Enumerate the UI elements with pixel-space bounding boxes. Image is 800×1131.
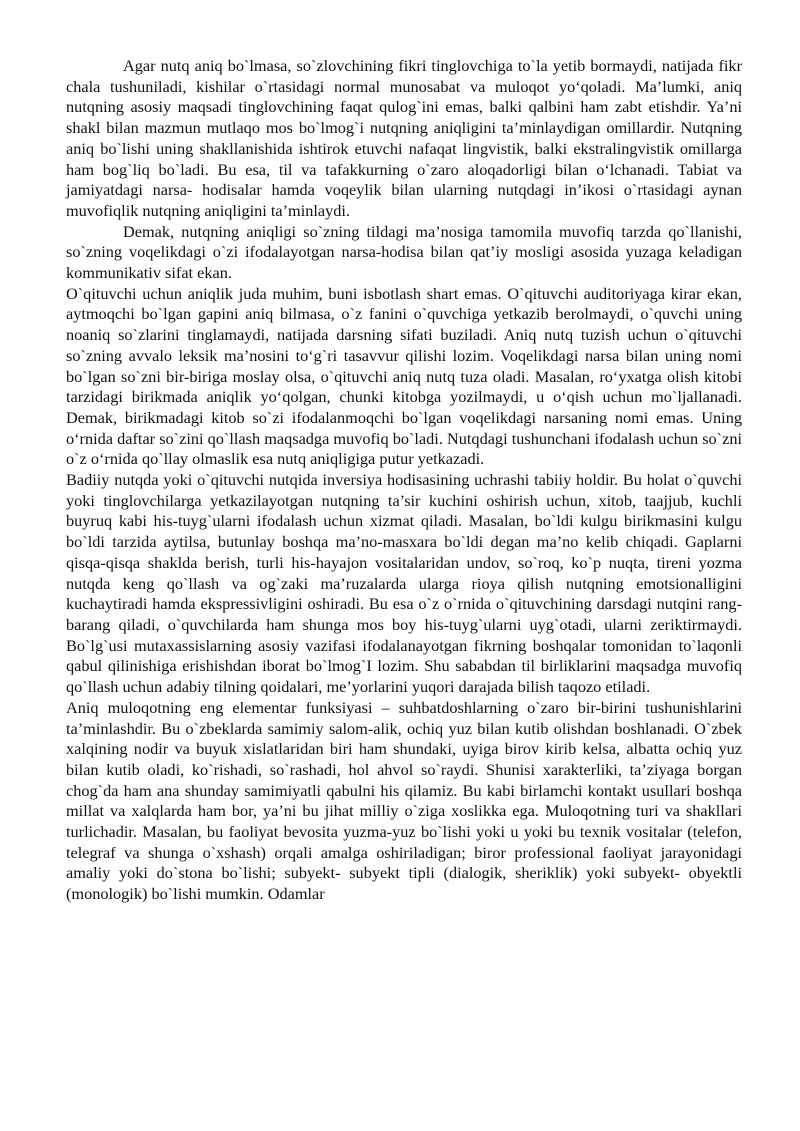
paragraph: O`qituvchi uchun aniqlik juda muhim, buni isbotlash shart emas. O`qituvchi auditoriyaga kirar ekan, aytmoqchi bo`lgan gapini aniq bilmasa, o`z fanini o`quvchiga yetkazib berolmaydi, o`quvchi uning noaniq so`zlarini tinglamaydi, natijada darsning sifati buziladi. Aniq nutq tuzish uchun o`qituvchi so`zning avvalo leksik ma’nosini to‘g`ri tasavvur qilishi lozim. Voqelikdagi narsa bilan uning nomi bo`lgan so`zni bir-biriga moslay olsa, o`qituvchi aniq nutq tuza oladi. Masalan, ro‘yxatga olish kitobi tarzidagi birikmada aniqlik yo‘qolgan, chunki kitobga yozilmaydi, u o‘qish uchun mo`ljallanadi. Demak, birikmadagi kitob so`zi ifodalanmoqchi bo`lgan voqelikdagi narsaning nomi emas. Uning o‘rnida daftar so`zini qo`llash maqsadga muvofiq bo`ladi. Nutqdagi tushunchani ifodalash uchun so`zni o`z o‘rnida qo`llay olmaslik esa nutq aniqligiga putur yetkazadi. bbox=[66, 283, 742, 469]
paragraph: Badiiy nutqda yoki o`qituvchi nutqida inversiya hodisasining uchrashi tabiiy holdir. Bu holat o`quvchi yoki tinglovchilarga yetkazilayotgan nutqning ta’sir kuchini oshirish uchun, xitob, taajjub, kuchli buyruq kabi his-tuyg`ularni ifodalash uchun xizmat qiladi. Masalan, bo`ldi kulgu birikmasini kulgu bo`ldi tarzida aytilsa, butunlay boshqa ma’no-masxara bo`ldi degan ma’no kelib chiqadi. Gaplarni qisqa-qisqa shaklda berish, turli his-hayajon vositalaridan undov, so`roq, ko`p nuqta, tireni yozma nutqda keng qo`llash va og`zaki ma’ruzalarda ularga rioya qilish nutqning emotsionalligini kuchaytiradi hamda ekspressivligini oshiradi. Bu esa o`z o`rnida o`qituvchining darsdagi nutqini rang-barang qiladi, o`quvchilarda ham shunga mos boy his-tuyg`ularni uyg`otadi, ularni zeriktirmaydi. Bo`lg`usi mutaxassislarning asosiy vazifasi ifodalanayotgan fikrning boshqalar tomonidan to`laqonli qabul qilinishiga erishishdan iborat bo`lmog`I lozim. Shu sababdan til birliklarini maqsadga muvofiq qo`llash uchun adabiy tilning qoidalari, me’yorlarini yuqori darajada bilish taqozo etiladi. bbox=[66, 470, 742, 697]
paragraph: Demak, nutqning aniqligi so`zning tildagi ma’nosiga tamomila muvofiq tarzda qo`llanishi, so`zning voqelikdagi o`zi ifodalayotgan narsa-hodisa bilan qat’iy mosligi asosida yuzaga keladigan kommunikativ sifat ekan. bbox=[66, 221, 742, 283]
paragraph: Aniq muloqotning eng elementar funksiyasi – suhbatdoshlarning o`zaro bir-birini tushunishlarini ta’minlashdir. Bu o`zbeklarda samimiy salom-alik, ochiq yuz bilan kutib olishdan boshlanadi. O`zbek xalqining nodir va buyuk xislatlaridan biri ham shundaki, uyiga birov kirib kelsa, albatta ochiq yuz bilan kutib oladi, ko`rishadi, so`rashadi, hol ahvol so`raydi. Shunisi xarakterliki, ta’ziyaga borgan chog`da ham ana shunday samimiyatli qabulni his qilamiz. Bu kabi birlamchi kontakt usullari boshqa millat va xalqlarda ham bor, ya’ni bu jihat milliy o`ziga xoslikka ega. Muloqotning turi va shakllari turlichadir. Masalan, bu faoliyat bevosita yuzma-yuz bo`lishi yoki u yoki bu texnik vositalar (telefon, telegraf va shunga o`xshash) orqali amalga oshiriladigan; biror professional faoliyat jarayonidagi amaliy yoki do`stona bo`lishi; subyekt- subyekt tipli (dialogik, sheriklik) yoki subyekt- obyektli (monologik) bo`lishi mumkin. Odamlar bbox=[66, 697, 742, 904]
paragraph: Agar nutq aniq bo`lmasa, so`zlovchining fikri tinglovchiga to`la yetib bormaydi, natijada fikr chala tushuniladi, kishilar o`rtasidagi normal munosabat va muloqot yo‘qoladi. Ma’lumki, aniq nutqning asosiy maqsadi tinglovchining faqat qulog`ini emas, balki qalbini ham zabt etishdir. Ya’ni shakl bilan mazmun mutlaqo mos bo`lmog`i nutqning aniqligini ta’minlaydigan omillardir. Nutqning aniq bo`lishi uning shakllanishida ishtirok etuvchi nafaqat lingvistik, balki ekstralingvistik omillarga ham bog`liq bo`ladi. Bu esa, til va tafakkurning o`zaro aloqadorligi bilan o‘lchanadi. Tabiat va jamiyatdagi narsa- hodisalar hamda voqeylik bilan ularning nutqdagi in’ikosi o`rtasidagi aynan muvofiqlik nutqning aniqligini ta’minlaydi. bbox=[66, 56, 742, 220]
